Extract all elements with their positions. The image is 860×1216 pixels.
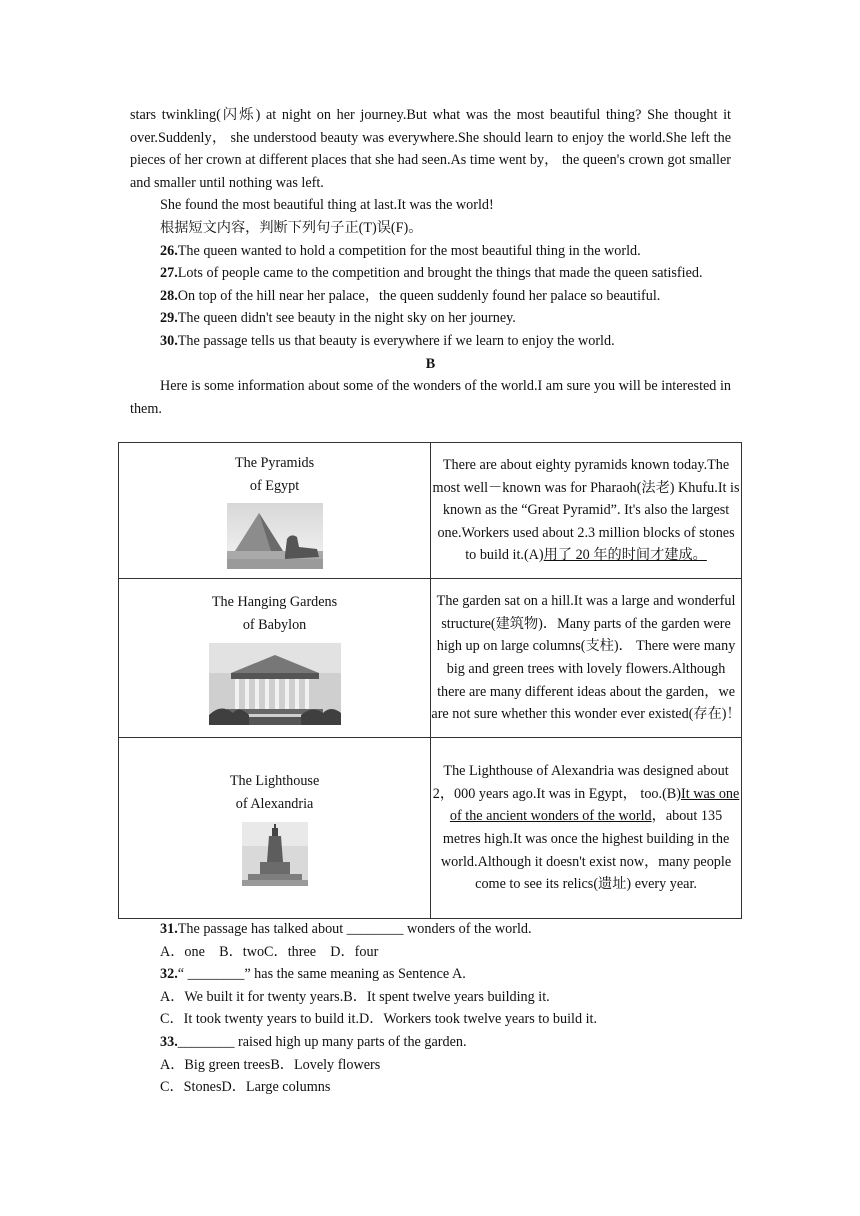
wonder-name-cell [119,738,431,919]
document-page [130,104,731,420]
section-intro: Here is some information about some of the wonders of the world.I am sure you will be interested in them. [130,378,731,417]
table-row [119,443,742,579]
wonder-description: The garden sat on a hill.It was a large and wonderful structure(建筑物)．Many parts of the garden were high up on large columns(支柱)． There were many big and green trees with lovely flowers.Although there are many different ideas about the garden，we are not sure whether this wonder ever existed(存在)！ [431,579,742,738]
question-26: 26.The queen wanted to hold a competition for the most beautiful thing in the world. [160,242,641,259]
wonder-name-cell [119,579,431,738]
question-32-options: C．It took twenty years to build it.D．Workers took twelve years to build it. [160,1011,598,1028]
question-31-options: A．one B．twoC．three D．four [160,943,379,960]
table-row [119,738,742,919]
question-33: 33.________ raised high up many parts of the garden. [160,1033,467,1050]
passage-paragraph: stars twinkling(闪烁) at night on her journey.But what was the most beautiful thing? She thought it over.Suddenly， she understood beauty was everywhere.She should learn to enjoy the world.She left the pieces of her crown at different places that she had seen.As time went by， the queen's crown got smaller and smaller until nothing was left. [130,107,731,191]
wonder-description: The Lighthouse of Alexandria was designed about 2，000 years ago.It was in Egypt， too.(B)It was one of the ancient wonders of the world，about 135 metres high.It was once the highest building in the world.Although it doesn't exist now，many people come to see its relics(遗址) every year. [431,738,742,919]
wonder-description: There are about eighty pyramids known today.The most well－known was for Pharaoh(法老) Khufu.It is known as the “Great Pyramid”. It's also the largest one.Workers used about 2.3 million blocks of stones to build it.(A)用了 20 年的时间才建成。 [431,443,742,579]
table-row [119,579,742,738]
multiple-choice-section [130,918,731,1099]
question-30: 30.The passage tells us that beauty is everywhere if we learn to enjoy the world. [160,332,615,349]
wonder-name: The Pyramids [234,454,315,471]
pyramids-photo [227,503,323,569]
wonder-name: The Hanging Gardens [211,594,338,611]
wonder-name: of Alexandria [235,796,314,812]
wonder-name: of Babylon [242,617,307,633]
underlined-sentence-a: 用了 20 年的时间才建成。 [543,547,707,564]
wonder-name-cell [119,443,431,579]
underlined-sentence-b: It was one of the ancient wonders of the world [449,785,740,825]
section-heading: B [425,355,436,372]
passage-paragraph: She found the most beautiful thing at last.It was the world! [160,197,494,214]
question-28: 28.On top of the hill near her palace，the queen suddenly found her palace so beautiful. [160,287,661,304]
instruction: 根据短文内容，判断下列句子正(T)误(F)。 [160,219,423,236]
question-27: 27.Lots of people came to the competition and brought the things that made the queen satisfied. [160,265,703,282]
hanging-gardens-photo [209,643,341,725]
wonder-name: of Egypt [249,477,300,494]
question-33-options: A．Big green treesB．Lovely flowers [160,1056,381,1073]
question-33-options: C．StonesD．Large columns [160,1079,331,1096]
question-29: 29.The queen didn't see beauty in the night sky on her journey. [160,310,516,327]
question-32-options: A．We built it for twenty years.B．It spent twelve years building it. [160,988,550,1005]
question-32: 32.“ ________” has the same meaning as Sentence A. [160,966,466,983]
wonders-table [118,442,742,919]
lighthouse-photo [242,822,308,886]
question-31: 31.The passage has talked about ________ wonders of the world. [160,921,532,937]
wonder-name: The Lighthouse [229,773,320,790]
